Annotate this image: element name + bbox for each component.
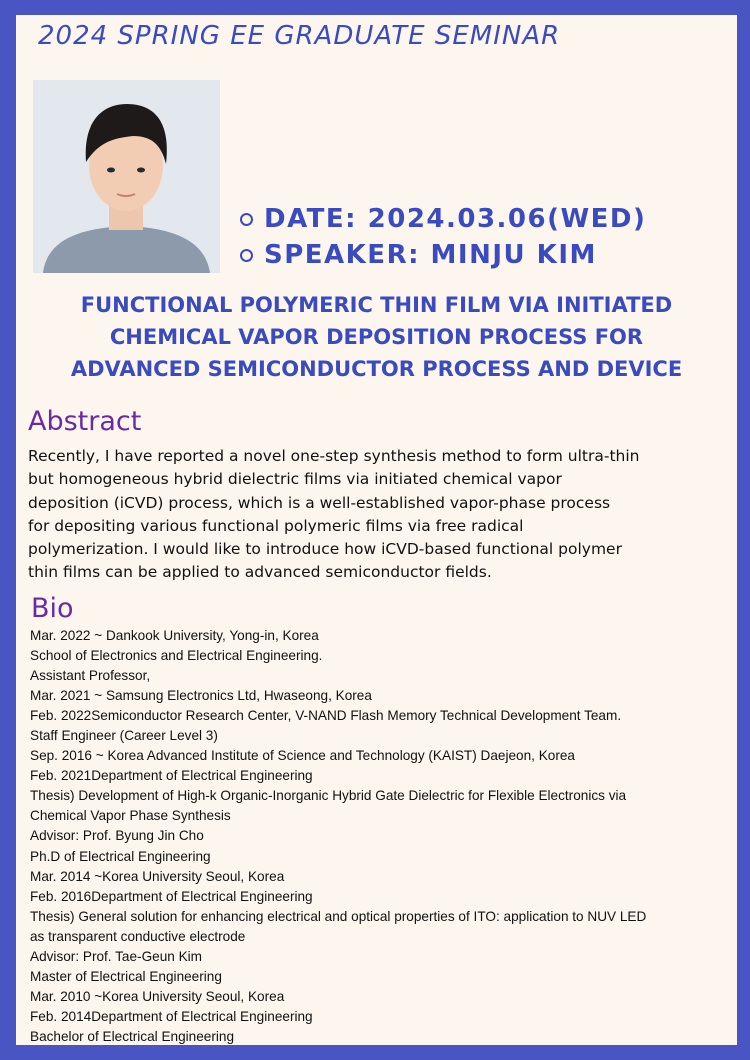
- bio-line: Chemical Vapor Phase Synthesis: [30, 808, 231, 824]
- speaker-photo: [33, 80, 220, 273]
- bio-line: Feb. 2016Department of Electrical Engineering: [30, 888, 313, 904]
- bio-line: Advisor: Prof. Byung Jin Cho: [30, 828, 204, 844]
- abstract-line: deposition (iCVD) process, which is a well-established vapor-phase process: [28, 493, 611, 512]
- bio-line: Mar. 2014 ~Korea University Seoul, Korea: [30, 868, 285, 884]
- circle-bullet-icon: [240, 249, 253, 262]
- event-speaker: [240, 237, 646, 273]
- talk-title-line: CHEMICAL VAPOR DEPOSITION PROCESS FOR: [109, 325, 644, 349]
- abstract-body: [28, 445, 728, 585]
- event-date-text: DATE: 2024.03.06(WED): [264, 204, 647, 234]
- bio-line: Thesis) General solution for enhancing electrical and optical properties of ITO: application to NUV LED: [30, 908, 647, 924]
- poster: [16, 15, 737, 1045]
- event-details: [240, 201, 646, 273]
- speaker-portrait-icon: [33, 80, 220, 273]
- bio-line: Sep. 2016 ~ Korea Advanced Institute of Science and Technology (KAIST) Daejeon, Korea: [30, 748, 575, 764]
- circle-bullet-icon: [240, 213, 253, 226]
- event-date: [240, 201, 646, 237]
- bio-line: Feb. 2022Semiconductor Research Center, V-NAND Flash Memory Technical Development Team.: [30, 708, 622, 724]
- bio-line: Mar. 2021 ~ Samsung Electronics Ltd, Hwaseong, Korea: [30, 688, 372, 704]
- talk-title-line: FUNCTIONAL POLYMERIC THIN FILM VIA INITIATED: [80, 293, 673, 317]
- abstract-line: but homogeneous hybrid dielectric films via initiated chemical vapor: [28, 470, 562, 489]
- talk-title-line: ADVANCED SEMICONDUCTOR PROCESS AND DEVICE: [70, 357, 683, 381]
- bio-line: School of Electronics and Electrical Engineering.: [30, 648, 323, 664]
- abstract-line: for depositing various functional polymeric films via free radical: [28, 516, 524, 535]
- bio-line: Thesis) Development of High-k Organic-Inorganic Hybrid Gate Dielectric for Flexible Electronics via: [30, 788, 627, 804]
- bio-line: Bachelor of Electrical Engineering: [30, 1028, 235, 1044]
- abstract-line: thin films can be applied to advanced semiconductor fields.: [28, 563, 492, 582]
- bio-line: Master of Electrical Engineering: [30, 968, 222, 984]
- abstract-line: Recently, I have reported a novel one-step synthesis method to form ultra-thin: [28, 447, 640, 465]
- abstract-line: polymerization. I would like to introduce how iCVD-based functional polymer: [28, 540, 622, 559]
- event-speaker-text: SPEAKER: MINJU KIM: [264, 240, 597, 270]
- bio-line: Feb. 2021Department of Electrical Engineering: [30, 768, 313, 784]
- talk-title: [16, 289, 737, 385]
- bio-line: Feb. 2014Department of Electrical Engineering: [30, 1008, 313, 1024]
- bio-line: Mar. 2010 ~Korea University Seoul, Korea: [30, 988, 285, 1004]
- bio-line: Staff Engineer (Career Level 3): [30, 728, 218, 744]
- bio-line: Advisor: Prof. Tae-Geun Kim: [30, 948, 203, 964]
- bio-list: [30, 626, 730, 1047]
- bio-line: Mar. 2022 ~ Dankook University, Yong-in, Korea: [30, 628, 319, 643]
- abstract-heading: Abstract: [28, 406, 142, 437]
- bio-heading: Bio: [31, 593, 74, 624]
- bio-line: Assistant Professor,: [30, 668, 151, 684]
- bio-line: as transparent conductive electrode: [30, 928, 246, 944]
- bio-line: Ph.D of Electrical Engineering: [30, 848, 211, 864]
- seminar-title: 2024 SPRING EE GRADUATE SEMINAR: [38, 21, 561, 51]
